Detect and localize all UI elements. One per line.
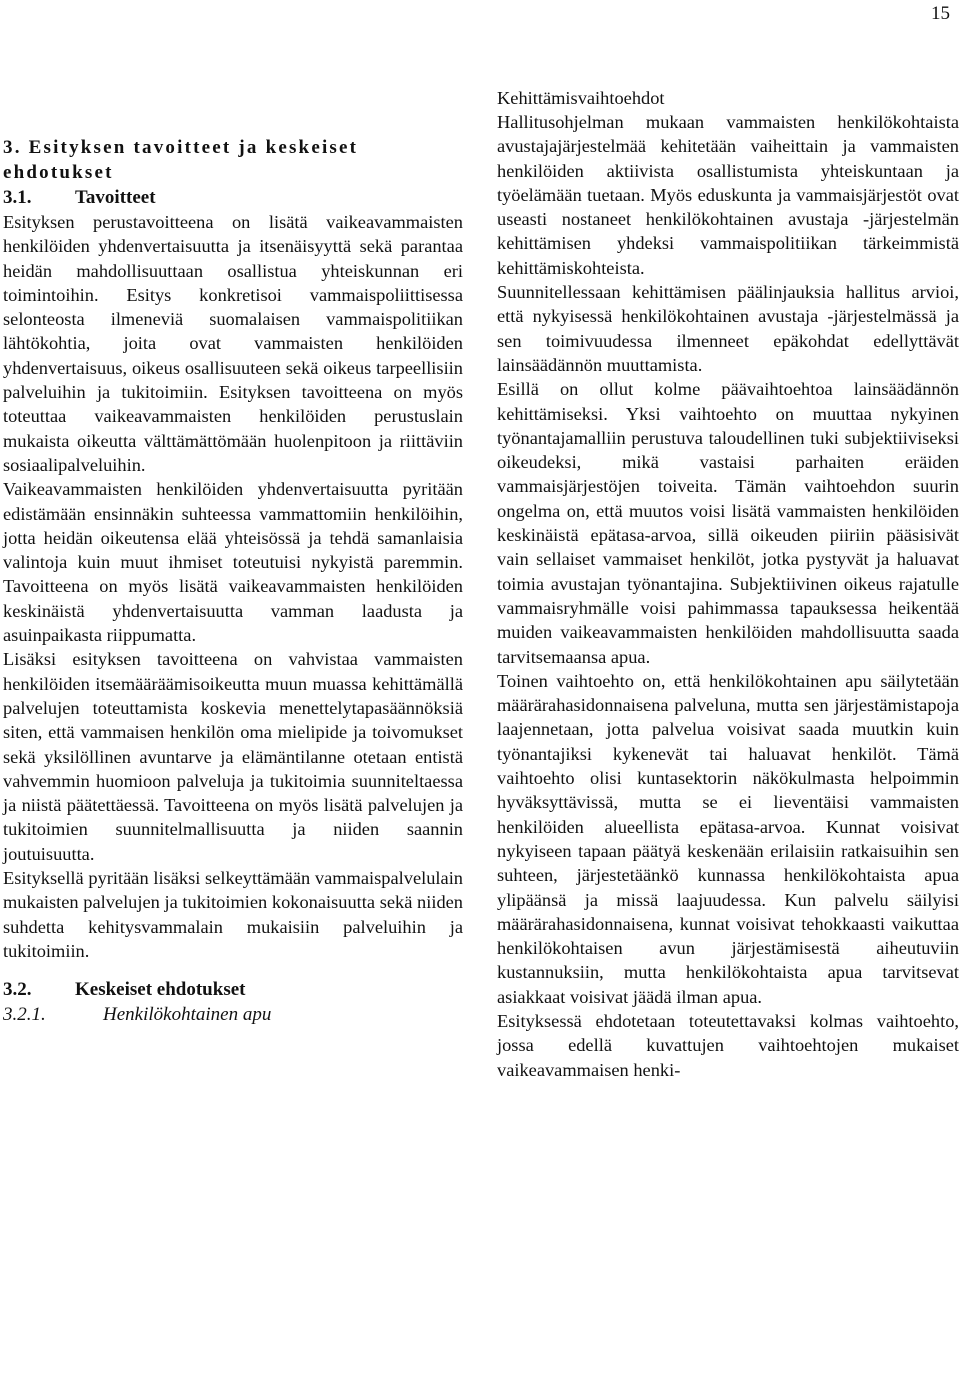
subsection-number: 3.2.1.	[3, 1004, 46, 1026]
subsection-title: Tavoitteet	[75, 187, 156, 208]
left-column	[3, 135, 463, 1027]
subsection-title: Keskeiset ehdotukset	[75, 979, 246, 1001]
body-paragraph: Suunnitellessaan kehittämisen päälinjauksia hallitus arvioi, että nykyisessä henkilökohtainen avustaja -järjestelmässä ja sen toimivuudessa ilmenneet epäkohdat edellyttävät lainsäädännön muuttamista.	[497, 282, 959, 375]
subsection-number: 3.1.	[3, 187, 32, 208]
subsection-title: Henkilökohtainen apu	[103, 1004, 272, 1026]
body-paragraph: Toinen vaihtoehto on, että henkilökohtainen apu säilytetään määrärahasidonnaisena palveluna, mutta sen järjestämistapoja laajennetaan, jotta palvelua voisivat saada muutkin kuin työnantajiksi kykenevät tai haluavat henkilöt. Tämä vaihtoehto olisi kuntasektorin näkökulmasta helpoimmin hyväksyttävissä, mutta se ei lieventäisi vammaisten henkilöiden alueellista epätasa-arvoa. Kunnat voisivat nykyiseen tapaan päätyä keskenään erilaisiin ratkaisuihin sen suhteen, järjestetäänkö kunnassa henkilökohtaista apua ylipäänsä ja missä laajuudessa. Kun palvelu säilyisi määrärahasidonnaisena, kunnat voisivat tehokkaasti vaikuttaa henkilökohtaisen avun järjestämisestä aiheutuviin kustannuksiin, mutta henkilökohtaista apua tarvitsevat asiakkaat voisivat jäädä ilman apua.	[497, 670, 959, 1007]
subsection-number: 3.2.	[3, 979, 32, 1001]
body-paragraph: Esityksellä pyritään lisäksi selkeyttämään vammaispalvelulain mukaisten palvelujen ja tukitoimien kokonaisuutta sekä niiden suhdetta kehitysvammalain mukaisiin palveluihin ja tukitoimiin.	[3, 868, 463, 961]
right-heading: Kehittämisvaihtoehdot	[497, 88, 665, 108]
right-column	[497, 86, 959, 1082]
body-paragraph: Vaikeavammaisten henkilöiden yhdenvertaisuutta pyritään edistämään ensinnäkin suhteessa vammattomiin henkilöihin, jotta heidän oikeutensa elää yhteisössä ja tehdä samanlaisia valintoja kuin muut ihmiset toteutuisi nykyistä paremmin. Tavoitteena on myös lisätä vaikeavammaisten henkilöiden keskinäistä yhdenvertaisuutta vamman laadusta ja asuinpaikasta riippumatta.	[3, 479, 463, 646]
subsection-heading-3-1	[3, 185, 463, 210]
body-paragraph: Lisäksi esityksen tavoitteena on vahvistaa vammaisten henkilöiden itsemääräämisoikeutta muun muassa kehittämällä palvelujen toteuttamista koskevia menettelytapasäännöksiä siten, että vammaisen henkilön oma mielipide ja toivomukset sekä yksilöllinen avuntarve ja elämäntilanne otetaan entistä vahvemmin huomioon palveluja ja tukitoimia suunniteltaessa ja niistä päätettäessä. Tavoitteena on myös lisätä palvelujen ja tukitoimien suunnitelmallisuutta ja niiden saannin joutuisuutta.	[3, 649, 463, 864]
body-paragraph: Hallitusohjelman mukaan vammaisten henkilökohtaista avustajajärjestelmää kehitetään vaiheittain ja vammaisten henkilöiden aktiivista osallistumista yhteiskuntaan ja työelämään tuetaan. Myös eduskunta ja vammaisjärjestöt ovat useasti nostaneet henkilökohtainen avustaja -järjestelmän kehittämisen yhdeksi vammaispolitiikan tärkeimmistä kehittämiskohteista.	[497, 112, 959, 278]
section-heading: 3. Esityksen tavoitteet ja keskeiset ehdotukset	[3, 137, 359, 183]
subsection-heading-3-2-1	[3, 1002, 463, 1027]
subsection-heading-3-2	[3, 977, 463, 1002]
body-paragraph: Esityksen perustavoitteena on lisätä vaikeavammaisten henkilöiden yhdenvertaisuutta ja itsenäisyyttä sekä parantaa heidän mahdollisuuttaan osallistua yhteiskunnan eri toimintoihin. Esitys konkretisoi vammaispoliittisessa selonteosta ilmeneviä suomalaisen vammaispolitiikan lähtökohtia, joita ovat vammaisten henkilöiden yhdenvertaisuus, oikeus osallisuuteen sekä oikeus tarpeellisiin palveluihin ja tukitoimiin. Esityksen tavoitteena on myös toteuttaa vaikeavammaisten henkilöiden perustuslain mukaista oikeutta välttämättömään huolenpitoon ja riittäviin sosiaalipalveluihin.	[3, 212, 463, 475]
body-paragraph: Esityksessä ehdotetaan toteutettavaksi kolmas vaihtoehto, jossa edellä kuvattujen vaihtoehtojen mukaiset vaikeavammaisen henki-	[497, 1010, 959, 1080]
page-number: 15	[931, 3, 950, 24]
body-paragraph: Esillä on ollut kolme päävaihtoehtoa lainsäädännön kehittämiseksi. Yksi vaihtoehto on muuttaa nykyinen työnantajamalliin perustuva taloudellinen tuki subjektiiviseksi oikeudeksi, mikä vastaisi parhaiten eräiden vammaisjärjestöjen toiveita. Tämän vaihtoehdon suurin ongelma on, että muutos voisi lisätä vammaisten henkilöiden keskinäistä epätasa-arvoa, sillä oikeuden piiriin pääsisivät vain sellaiset vammaiset henkilöt, jotka pystyvät ja haluavat toimia avustajan työnantajina. Subjektiivinen oikeus rajatulle vammaisryhmälle voisi pahimmassa tapauksessa heikentää muiden vaikeavammaisten henkilöiden mahdollisuutta saada tarvitsemaansa apua.	[497, 379, 959, 667]
